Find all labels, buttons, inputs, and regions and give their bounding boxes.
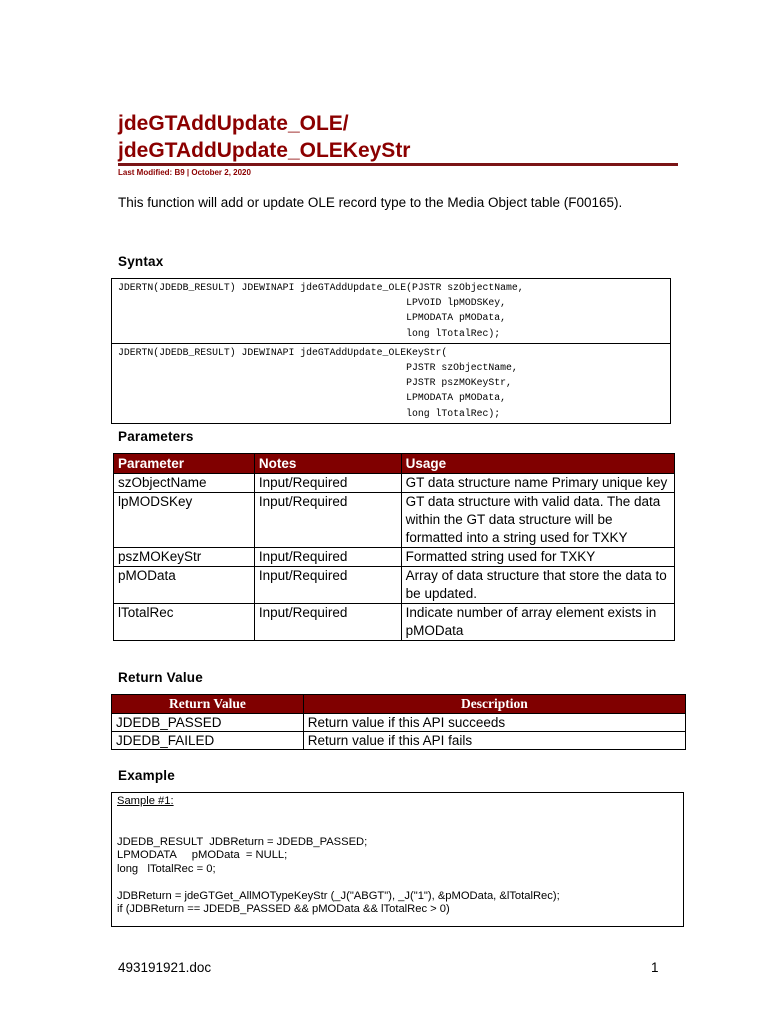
- table-row: [114, 567, 675, 604]
- return-value-table: [111, 694, 686, 750]
- param-notes: Input/Required: [254, 548, 401, 567]
- table-row: [114, 493, 675, 548]
- blank-line: [117, 809, 678, 823]
- return-description: Return value if this API fails: [303, 732, 685, 750]
- syntax-row: [112, 343, 671, 423]
- table-row: [114, 604, 675, 641]
- column-header-usage: Usage: [401, 454, 674, 474]
- parameters-heading: Parameters: [118, 429, 194, 444]
- param-notes: Input/Required: [254, 604, 401, 641]
- param-name: szObjectName: [114, 474, 255, 493]
- param-name: pMOData: [114, 567, 255, 604]
- param-name: pszMOKeyStr: [114, 548, 255, 567]
- column-header-return-value: Return Value: [112, 695, 304, 714]
- code-line: long lTotalRec = 0;: [117, 862, 216, 875]
- parameters-table: [113, 453, 675, 641]
- code-line: if (JDBReturn == JDEDB_PASSED && pMOData && lTotalRec > 0): [117, 903, 450, 915]
- return-code: JDEDB_FAILED: [112, 732, 304, 750]
- intro-paragraph: This function will add or update OLE record type to the Media Object table (F00165).: [118, 195, 623, 210]
- param-usage: GT data structure with valid data. The data within the GT data structure will be formatted into a string used for TXKY: [401, 493, 674, 548]
- param-usage: GT data structure name Primary unique key: [401, 474, 674, 493]
- blank-line: [117, 822, 678, 836]
- param-notes: Input/Required: [254, 493, 401, 548]
- return-code: JDEDB_PASSED: [112, 714, 304, 732]
- last-modified-text: Last Modified: B9 | October 2, 2020: [118, 168, 251, 177]
- syntax-code: JDERTN(JDEDB_RESULT) JDEWINAPI jdeGTAddUpdate_OLE(PJSTR szObjectName, LPVOID lpMODSKey, LPMODATA pMOData, long lTotalRec);: [118, 282, 524, 339]
- page-title-line2: jdeGTAddUpdate_OLEKeyStr: [118, 139, 411, 162]
- syntax-heading: Syntax: [118, 254, 164, 269]
- column-header-notes: Notes: [254, 454, 401, 474]
- param-notes: Input/Required: [254, 474, 401, 493]
- blank-line: [117, 876, 678, 890]
- table-row: [112, 714, 686, 732]
- param-notes: Input/Required: [254, 567, 401, 604]
- syntax-code: JDERTN(JDEDB_RESULT) JDEWINAPI jdeGTAddUpdate_OLEKeyStr( PJSTR szObjectName, PJSTR pszMOKeyStr, LPMODATA pMOData, long lTotalRec);: [118, 346, 518, 419]
- table-row: [112, 732, 686, 750]
- column-header-description: Description: [303, 695, 685, 714]
- code-line: LPMODATA pMOData = NULL;: [117, 849, 288, 861]
- param-usage: Array of data structure that store the data to be updated.: [401, 567, 674, 604]
- param-name: lpMODSKey: [114, 493, 255, 548]
- syntax-row: [112, 279, 671, 344]
- column-header-parameter: Parameter: [114, 454, 255, 474]
- return-value-heading: Return Value: [118, 670, 203, 685]
- page-title-line1: jdeGTAddUpdate_OLE/: [118, 112, 349, 135]
- syntax-cell: [112, 343, 671, 423]
- param-usage: Indicate number of array element exists in pMOData: [401, 604, 674, 641]
- syntax-table: [111, 278, 671, 424]
- example-heading: Example: [118, 768, 175, 783]
- table-row: [114, 548, 675, 567]
- return-description: Return value if this API succeeds: [303, 714, 685, 732]
- page-title: [118, 110, 678, 164]
- example-code-box: [111, 792, 684, 927]
- code-line: JDBReturn = jdeGTGet_AllMOTypeKeyStr (_J("ABGT"), _J("1"), &pMOData, &lTotalRec);: [117, 889, 560, 902]
- sample-label: Sample #1:: [117, 795, 174, 807]
- title-divider: [118, 163, 678, 166]
- syntax-cell: [112, 279, 671, 344]
- param-name: lTotalRec: [114, 604, 255, 641]
- footer-doc-name: 493191921.doc: [118, 960, 212, 975]
- return-header-row: [112, 695, 686, 714]
- param-usage: Formatted string used for TXKY: [401, 548, 674, 567]
- table-row: [114, 474, 675, 493]
- parameters-header-row: [114, 454, 675, 474]
- footer-page-number: 1: [651, 960, 659, 975]
- code-line: JDEDB_RESULT JDBReturn = JDEDB_PASSED;: [117, 835, 368, 848]
